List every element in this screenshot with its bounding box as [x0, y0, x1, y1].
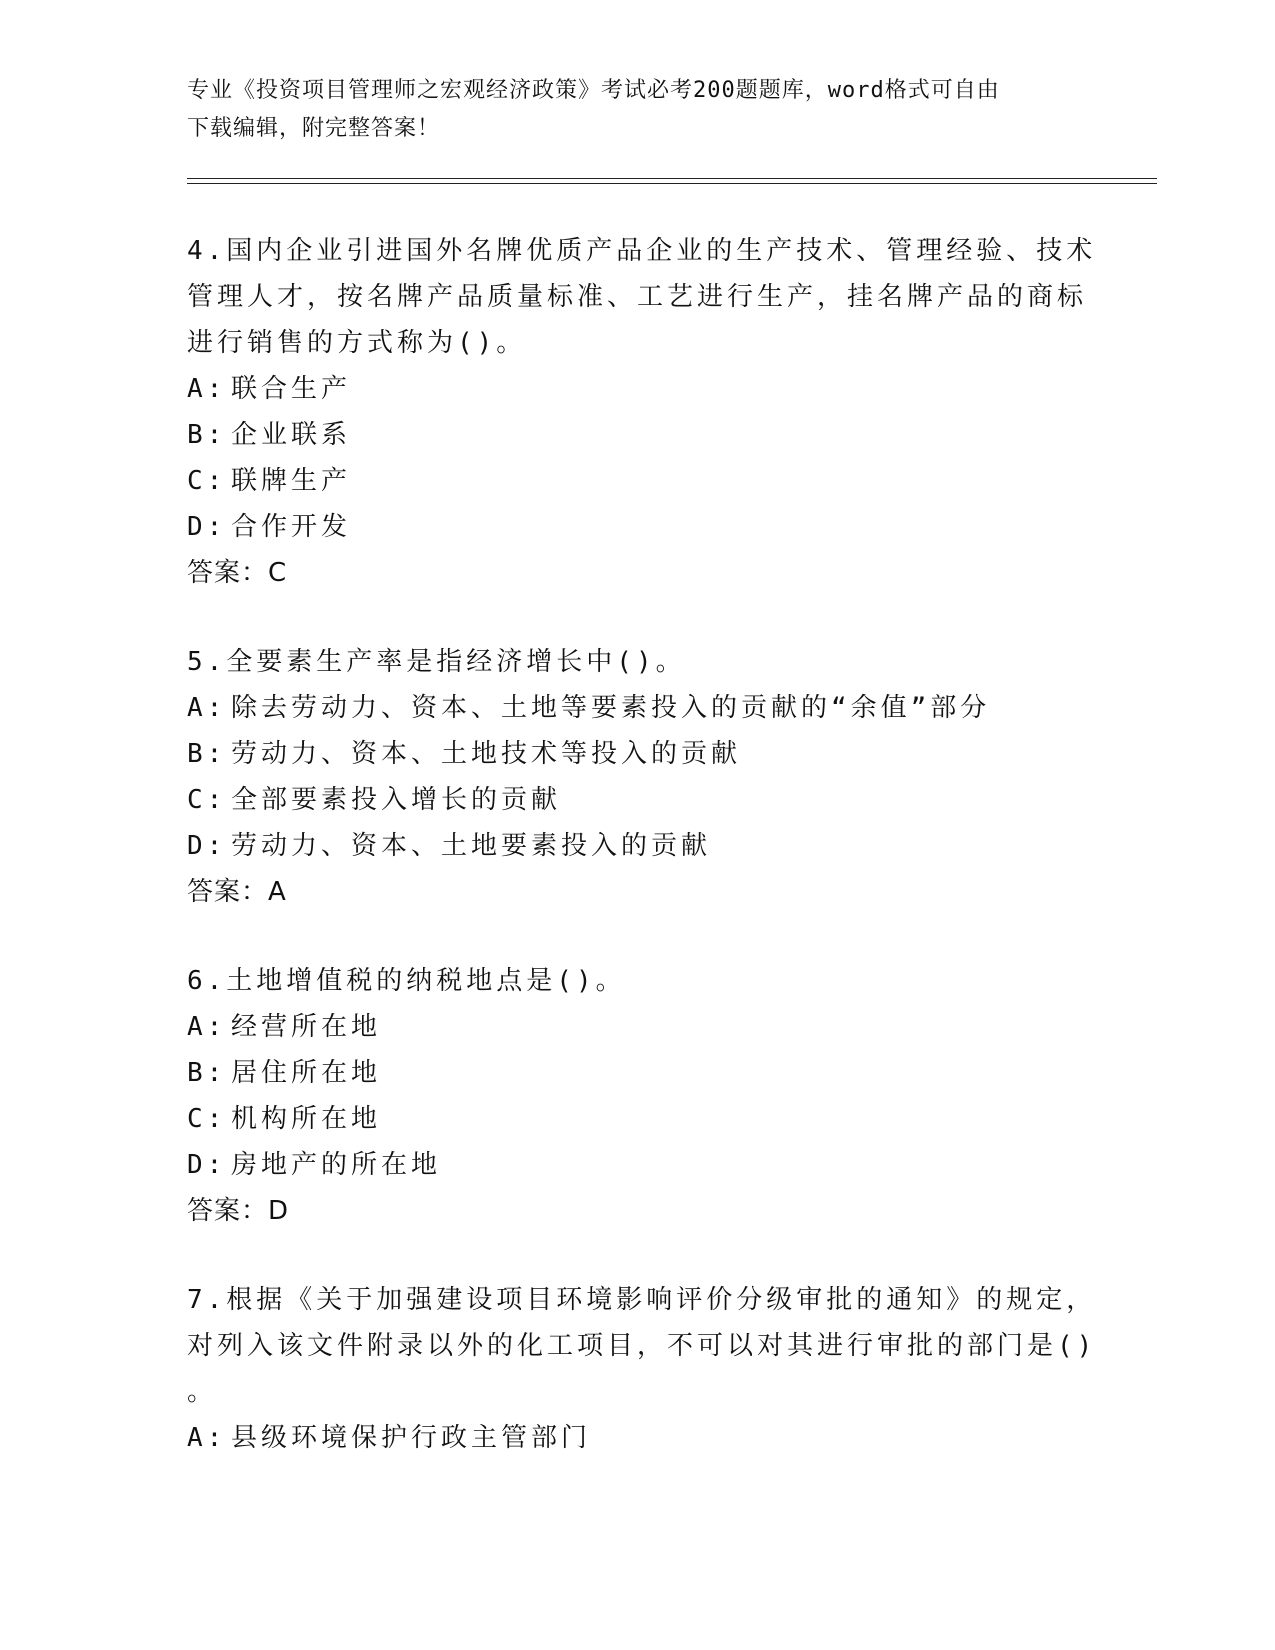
option-text: 合作开发: [231, 512, 352, 542]
option-letter: B:: [187, 420, 227, 450]
header-line-1: 专业《投资项目管理师之宏观经济政策》考试必考200题题库，word格式可自由: [187, 78, 1000, 103]
question-5: [187, 639, 1087, 915]
option-letter: D:: [187, 1150, 227, 1180]
option-b: [187, 412, 1087, 458]
question-text-line: 6.土地增值税的纳税地点是()。: [187, 966, 626, 996]
option-letter: A:: [187, 1423, 227, 1453]
option-d: [187, 1142, 1087, 1188]
option-text: 居住所在地: [231, 1058, 382, 1088]
option-letter: A:: [187, 374, 227, 404]
question-7: [187, 1277, 1097, 1461]
question-text-line: 对列入该文件附录以外的化工项目，不可以对其进行审批的部门是(): [187, 1331, 1097, 1361]
option-letter: C:: [187, 785, 227, 815]
option-d: [187, 823, 1087, 869]
answer-line: 答案：A: [187, 877, 287, 907]
option-b: [187, 1050, 1087, 1096]
answer-line: 答案：D: [187, 1196, 290, 1226]
option-letter: D:: [187, 512, 227, 542]
option-text: 联合生产: [231, 374, 352, 404]
option-text: 机构所在地: [231, 1104, 382, 1134]
question-text-line: 5.全要素生产率是指经济增长中()。: [187, 647, 686, 677]
option-text: 劳动力、资本、土地要素投入的贡献: [231, 831, 712, 861]
option-d: [187, 504, 1087, 550]
option-text: 企业联系: [231, 420, 352, 450]
option-letter: B:: [187, 1058, 227, 1088]
option-letter: A:: [187, 1012, 227, 1042]
question-text-line: 。: [187, 1377, 218, 1407]
option-text: 劳动力、资本、土地技术等投入的贡献: [231, 739, 742, 769]
header-divider-bottom: [187, 183, 1157, 184]
question-text-line: 管理人才，按名牌产品质量标准、工艺进行生产，挂名牌产品的商标: [187, 282, 1088, 312]
option-letter: C:: [187, 466, 227, 496]
option-text: 房地产的所在地: [231, 1150, 442, 1180]
option-letter: C:: [187, 1104, 227, 1134]
option-text: 县级环境保护行政主管部门: [231, 1423, 592, 1453]
answer-line: 答案：C: [187, 558, 288, 588]
option-b: [187, 731, 1087, 777]
option-letter: A:: [187, 693, 227, 723]
question-text-line: 进行销售的方式称为()。: [187, 328, 527, 358]
option-a: [187, 366, 1087, 412]
option-c: [187, 458, 1087, 504]
option-a: [187, 685, 1087, 731]
option-a: [187, 1004, 1087, 1050]
option-letter: D:: [187, 831, 227, 861]
option-text: 全部要素投入增长的贡献: [231, 785, 562, 815]
question-list: [187, 228, 1097, 1504]
question-text-line: 7.根据《关于加强建设项目环境影响评价分级审批的通知》的规定，: [187, 1285, 1097, 1315]
header-divider-top: [187, 178, 1157, 179]
question-text-line: 4.国内企业引进国外名牌优质产品企业的生产技术、管理经验、技术: [187, 236, 1097, 266]
document-header: [187, 72, 1067, 148]
header-line-2: 下载编辑，附完整答案！: [187, 116, 441, 141]
option-text: 联牌生产: [231, 466, 352, 496]
question-6: [187, 958, 1087, 1234]
option-text: 经营所在地: [231, 1012, 382, 1042]
option-c: [187, 777, 1087, 823]
option-text: 除去劳动力、资本、土地等要素投入的贡献的“余值”部分: [231, 693, 991, 723]
question-4: [187, 228, 1097, 596]
option-a: [187, 1415, 1087, 1461]
option-letter: B:: [187, 739, 227, 769]
option-c: [187, 1096, 1087, 1142]
